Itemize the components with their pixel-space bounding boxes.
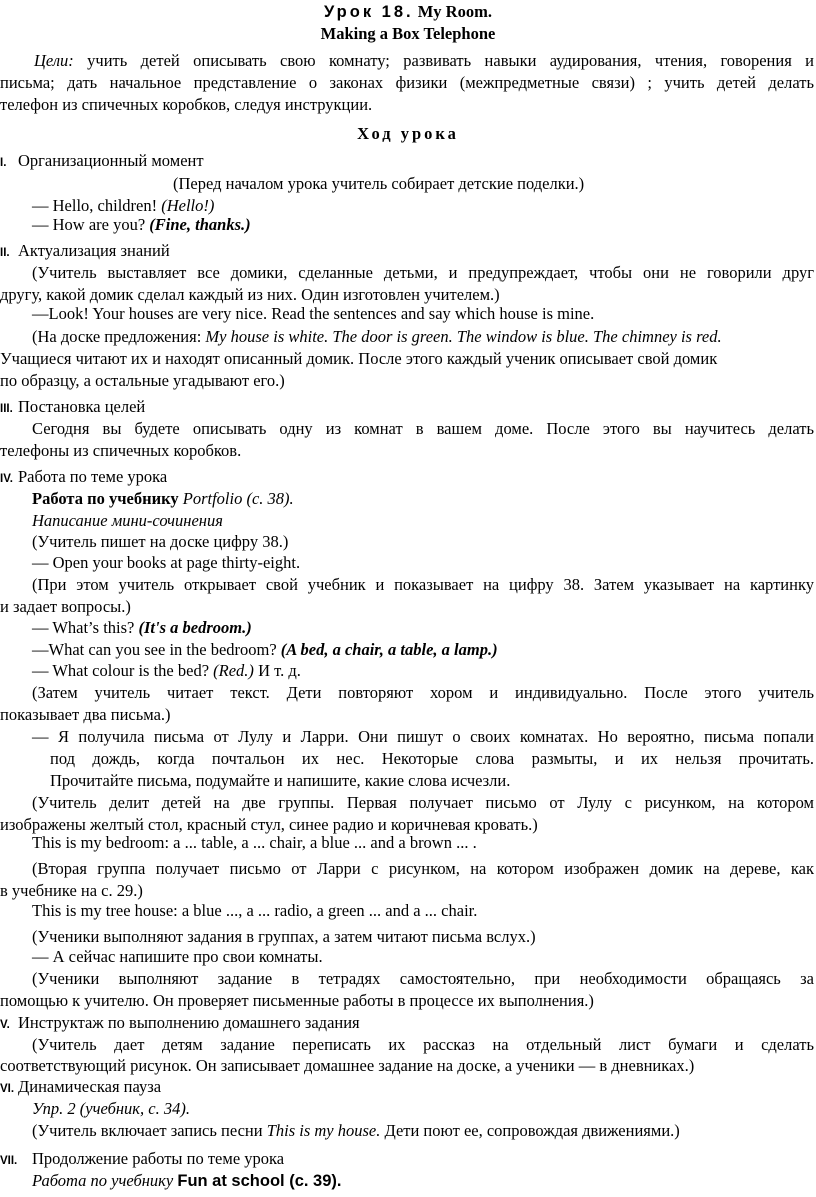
section-2-p3-line-2: Учащиеся читают их и находят описанный домик. После этого каждый ученик описывает свой домик	[0, 349, 718, 368]
section-4-now-write: — А сейчас напишите про свои комнаты.	[32, 947, 323, 966]
section-1-line-2: — How are you? (Fine, thanks.)	[32, 215, 251, 234]
section-4-question-3: — What colour is the bed? (Red.) И т. д.	[32, 661, 301, 680]
section-2-p2: —Look! Your houses are very nice. Read the sentences and say which house is mine.	[32, 304, 595, 323]
section-4-notebooks-line-2: помощью к учителю. Он проверяет письменные работы в процессе их выполнения.)	[0, 991, 594, 1010]
section-4-textbook: Работа по учебнику Portfolio (с. 38).	[32, 489, 294, 508]
section-4-question-1: — What’s this? (It's a bedroom.)	[32, 618, 252, 637]
section-4-second-line-1: (Вторая группа получает письмо от Ларри с рисунком, на котором изображен домик на дереве, как	[32, 859, 814, 878]
section-4-letters-line-1: — Я получила письма от Лулу и Ларри. Они пишут о своих комнатах. Но вероятно, письма попали	[32, 727, 814, 746]
section-4-heading: IV. Работа по теме урока	[0, 466, 167, 490]
section-5-heading: V. Инструктаж по выполнению домашнего задания	[0, 1012, 360, 1036]
section-4-open-books: — Open your books at page thirty-eight.	[32, 553, 301, 572]
section-3-heading: III. Постановка целей	[0, 396, 145, 420]
lesson-title	[0, 1, 816, 23]
section-2-p3-line-3: по образцу, а остальные угадывают его.)	[0, 371, 285, 390]
section-1-line-1: — Hello, children! (Hello!)	[32, 196, 215, 215]
section-2-p1-line-2: другу, какой домик сделал каждый из них. Один изготовлен учителем.)	[0, 285, 500, 304]
section-4-question-2: —What can you see in the bedroom? (A bed, a chair, a table, a lamp.)	[32, 640, 498, 659]
section-2-p3-line-1: (На доске предложения: My house is white. The door is green. The window is blue. The chimney is red.	[32, 327, 722, 346]
section-1-heading: I. Организационный момент	[0, 150, 204, 174]
section-2-number: II.	[0, 247, 10, 259]
section-4-second-line-2: в учебнике на с. 29.)	[0, 881, 143, 900]
lesson-course-heading: Ход урока	[357, 124, 459, 143]
section-4-perform: (Ученики выполняют задания в группах, а затем читают письма вслух.)	[32, 927, 536, 946]
lesson-topic: My Room.	[417, 2, 492, 21]
section-6-number: VI.	[0, 1083, 15, 1095]
section-4-letters-line-3: Прочитайте письма, подумайте и напишите, какие слова исчезли.	[50, 771, 511, 790]
section-6-song: (Учитель включает запись песни This is my house. Дети поют ее, сопровождая движениями.)	[32, 1121, 680, 1140]
section-4-reads-line-1: (Затем учитель читает текст. Дети повторяют хором и индивидуально. После этого учитель	[32, 683, 814, 702]
section-1-note: (Перед началом урока учитель собирает детские поделки.)	[173, 174, 585, 193]
section-4-number: IV.	[0, 473, 14, 485]
section-3-line-2: телефоны из спичечных коробков.	[0, 441, 242, 460]
lesson-number: Урок 18.	[324, 3, 414, 21]
section-7-textbook: Работа по учебнику Fun at school (с. 39).	[32, 1171, 342, 1190]
section-3-number: III.	[0, 403, 13, 415]
goals-label: Цели:	[34, 51, 74, 70]
section-4-treehouse-letter: This is my tree house: a blue ..., a ... radio, a green ... and a ... chair.	[32, 901, 478, 920]
section-3-line-1: Сегодня вы будете описывать одну из комнат в вашем доме. После этого вы научитесь делать	[32, 419, 814, 438]
section-5-number: V.	[0, 1019, 10, 1031]
section-5-line-2: соответствующий рисунок. Он записывает домашнее задание на доске, а ученики — в дневниках.)	[0, 1056, 695, 1075]
section-4-mini-essay: Написание мини-сочинения	[32, 511, 223, 530]
section-4-groups-line-2: изображены желтый стол, красный стул, синее радио и коричневая кровать.)	[0, 815, 538, 834]
section-4-writes: (Учитель пишет на доске цифру 38.)	[32, 532, 289, 551]
lesson-subtitle: Making a Box Telephone	[320, 24, 496, 43]
section-4-letters-line-2: под дождь, когда почтальон их нес. Некоторые слова размыты, и их нельзя прочитать.	[50, 749, 814, 768]
section-4-reads-line-2: показывает два письма.)	[0, 705, 171, 724]
section-4-groups-line-1: (Учитель делит детей на две группы. Первая получает письмо от Лулу с рисунком, на котором	[32, 793, 814, 812]
section-7-number: VII.	[0, 1155, 18, 1167]
section-7-heading: VII. Продолжение работы по теме урока	[0, 1148, 284, 1172]
section-6-heading: VI. Динамическая пауза	[0, 1076, 161, 1100]
section-2-p1-line-1: (Учитель выставляет все домики, сделанные детьми, и предупреждает, чтобы они не говорили друг	[32, 263, 814, 282]
goals-line-3: телефон из спичечных коробков, следуя инструкции.	[0, 95, 373, 114]
section-6-exercise: Упр. 2 (учебник, с. 34).	[32, 1099, 190, 1118]
section-1-number: I.	[0, 157, 7, 169]
goals-line-1: Цели: учить детей описывать свою комнату; развивать навыки аудирования, чтения, говорения и	[34, 51, 815, 70]
section-4-bedroom-letter: This is my bedroom: a ... table, a ... chair, a blue ... and a brown ... .	[32, 833, 477, 852]
section-4-opens-line-1: (При этом учитель открывает свой учебник и показывает на цифру 38. Затем указывает на картинку	[32, 575, 814, 594]
section-4-notebooks-line-1: (Ученики выполняют задание в тетрадях самостоятельно, при необходимости обращаясь за	[32, 969, 814, 988]
goals-line-2: письма; дать начальное представление о законах физики (межпредметные связи) ; учить детей делать	[0, 73, 814, 92]
section-5-line-1: (Учитель дает детям задание переписать их рассказ на отдельный лист бумаги и сделать	[32, 1035, 814, 1054]
section-2-heading: II. Актуализация знаний	[0, 240, 170, 264]
section-4-opens-line-2: и задает вопросы.)	[0, 597, 131, 616]
